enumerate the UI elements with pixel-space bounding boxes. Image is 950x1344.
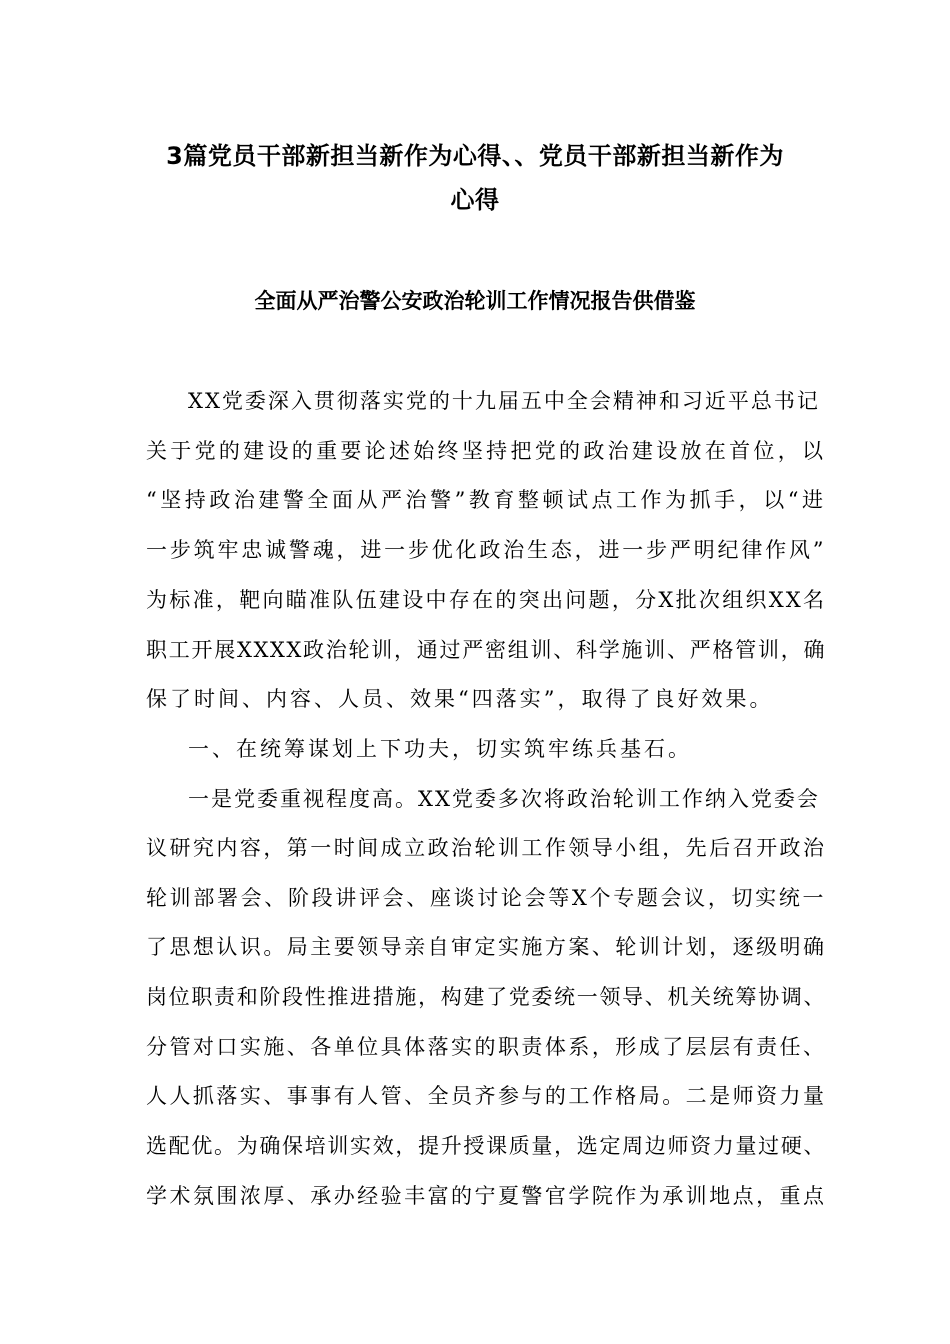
body-line: 为标准，靶向瞄准队伍建设中存在的突出问题，分X批次组织XX名	[146, 588, 826, 612]
body-line: XX党委深入贯彻落实党的十九届五中全会精神和习近平总书记	[188, 389, 820, 413]
body-line: 轮训部署会、阶段讲评会、座谈讨论会等X个专题会议，切实统一	[146, 886, 826, 910]
body-line: 职工开展XXXX政治轮训，通过严密组训、科学施训、严格管训，确	[146, 638, 826, 662]
body-line: 人人抓落实、事事有人管、全员齐参与的工作格局。二是师资力量	[146, 1084, 826, 1108]
body-line: 议研究内容，第一时间成立政治轮训工作领导小组，先后召开政治	[146, 836, 826, 860]
body-line: 选配优。为确保培训实效，提升授课质量，选定周边师资力量过硬、	[146, 1134, 826, 1158]
section-heading: 一、在统筹谋划上下功夫，切实筑牢练兵基石。	[188, 737, 692, 761]
body-line: 分管对口实施、各单位具体落实的职责体系，形成了层层有责任、	[146, 1035, 826, 1059]
body-line: “坚持政治建警全面从严治警”教育整顿试点工作为抓手，以“进	[146, 488, 826, 512]
body-line: 一步筑牢忠诚警魂，进一步优化政治生态，进一步严明纪律作风”	[146, 538, 826, 562]
body-line: 一是党委重视程度高。XX党委多次将政治轮训工作纳入党委会	[188, 787, 820, 811]
body-line: 保了时间、内容、人员、效果“四落实”，取得了良好效果。	[146, 687, 774, 711]
document-title-line-1: 3篇党员干部新担当新作为心得、、党员干部新担当新作为	[166, 142, 784, 170]
body-line: 学术氛围浓厚、承办经验丰富的宁夏警官学院作为承训地点，重点	[146, 1184, 826, 1208]
document-subtitle: 全面从严治警公安政治轮训工作情况报告供借鉴	[254, 289, 696, 313]
body-line: 岗位职责和阶段性推进措施，构建了党委统一领导、机关统筹协调、	[146, 985, 826, 1009]
body-line: 关于党的建设的重要论述始终坚持把党的政治建设放在首位，以	[146, 439, 826, 463]
document-title-line-2: 心得	[450, 186, 500, 214]
body-line: 了思想认识。局主要领导亲自审定实施方案、轮训计划，逐级明确	[146, 935, 826, 959]
